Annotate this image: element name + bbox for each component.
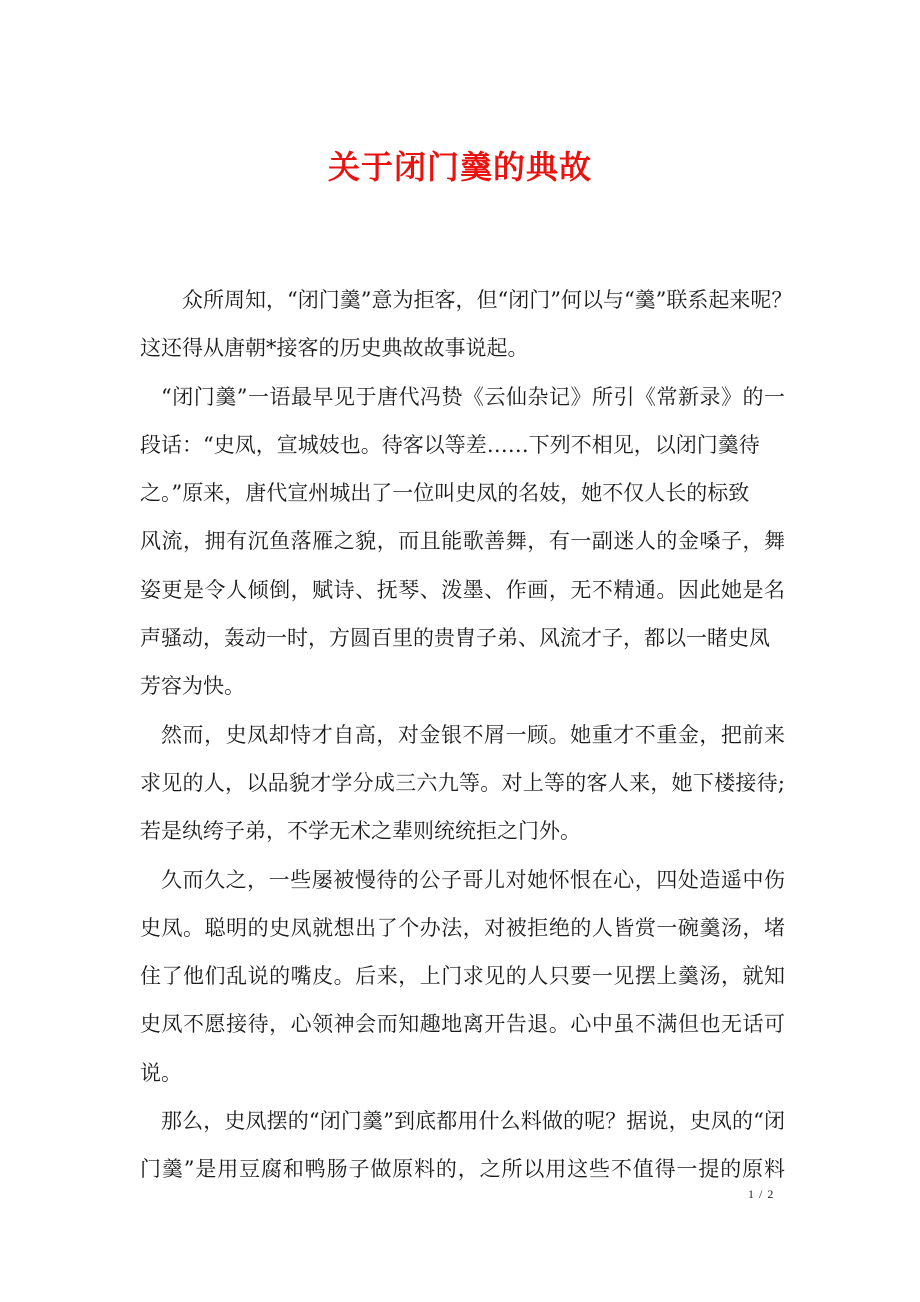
text-line: 声骚动，轰动一时，方圆百里的贵胄子弟、风流才子，都以一睹史凤 (140, 626, 770, 651)
text-line: 说。 (140, 1060, 182, 1085)
text-line: 姿更是令人倾倒，赋诗、抚琴、泼墨、作画，无不精通。因此她是名 (140, 577, 785, 602)
page-number: 1 / 2 (748, 1187, 775, 1201)
text-line: 段话：“史凤，宣城妓也。待客以等差……下列不相见，以闭门羹待 (140, 432, 760, 457)
text-line: 若是纨绔子弟，不学无术之辈则统统拒之门外。 (140, 819, 581, 844)
document-body (140, 276, 793, 1194)
text-line: 久而久之，一些屡被慢待的公子哥儿对她怀恨在心，四处造遥中伤 (161, 867, 785, 892)
text-line: 求见的人，以品貌才学分成三六九等。对上等的客人来，她下楼接待; (140, 770, 785, 795)
text-line: 住了他们乱说的嘴皮。后来，上门求见的人只要一见摆上羹汤，就知 (140, 964, 785, 989)
text-line: 之。”原来，唐代宣州城出了一位叫史凤的名妓，她不仅人长的标致 (140, 481, 750, 506)
text-line: 史凤。聪明的史凤就想出了个办法，对被拒绝的人皆赏一碗羹汤，堵 (140, 915, 785, 940)
text-line: 然而，史凤却恃才自高，对金银不屑一顾。她重才不重金，把前来 (161, 722, 785, 747)
document-title: 关于闭门羹的典故 (327, 148, 592, 186)
text-line: “闭门羹”一语最早见于唐代冯贽《云仙杂记》所引《常新录》的一 (161, 384, 785, 409)
text-line: 门羹”是用豆腐和鸭肠子做原料的，之所以用这些不值得一提的原料 (140, 1157, 785, 1182)
text-line: 那么，史凤摆的“闭门羹”到底都用什么料做的呢？据说，史凤的“闭 (161, 1109, 785, 1134)
text-line: 这还得从唐朝*接客的历史典故故事说起。 (140, 336, 529, 361)
text-line: 芳容为快。 (140, 674, 245, 699)
text-line: 史凤不愿接待，心领神会而知趣地离开告退。心中虽不满但也无话可 (140, 1012, 785, 1037)
text-line: 众所周知，“闭门羹”意为拒客，但“闭门”何以与“羹”联系起来呢？ (182, 288, 793, 312)
text-line: 风流，拥有沉鱼落雁之貌，而且能歌善舞，有一副迷人的金嗓子，舞 (140, 529, 785, 554)
